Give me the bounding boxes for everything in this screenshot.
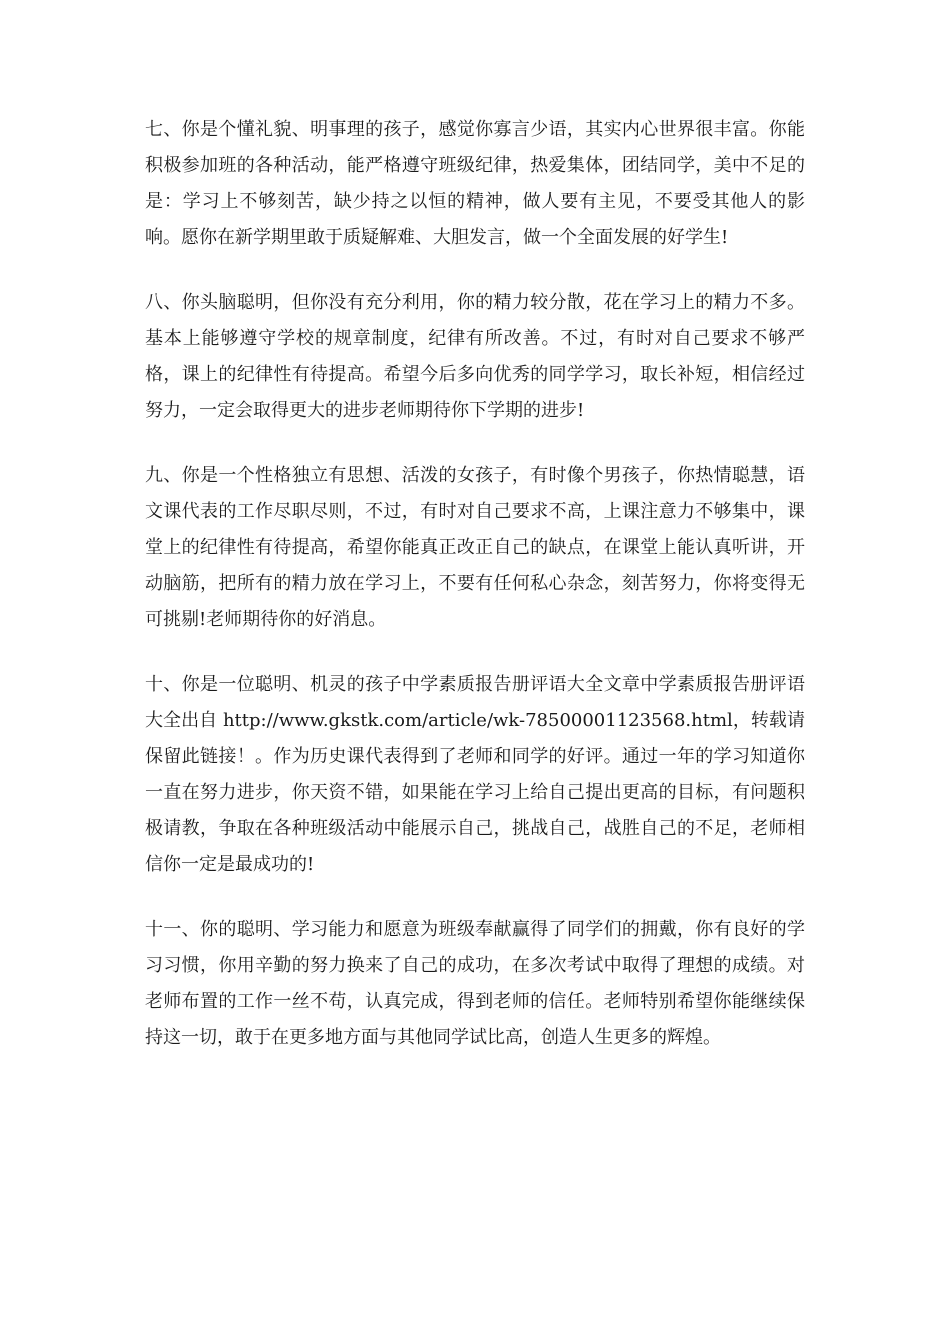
- paragraph-eight: 八、你头脑聪明，但你没有充分利用，你的精力较分散，花在学习上的精力不多。基本上能够遵守学校的规章制度，纪律有所改善。不过，有时对自己要求不够严格，课上的纪律性有待提高。希望今后多向优秀的同学学习，取长补短，相信经过努力，一定会取得更大的进步老师期待你下学期的进步!: [145, 292, 805, 421]
- paragraph-eleven: 十一、你的聪明、学习能力和愿意为班级奉献赢得了同学们的拥戴，你有良好的学习习惯，你用辛勤的努力换来了自己的成功，在多次考试中取得了理想的成绩。对老师布置的工作一丝不苟，认真完成，得到老师的信任。老师特别希望你能继续保持这一切，敢于在更多地方面与其他同学试比高，创造人生更多的辉煌。: [145, 919, 805, 1048]
- paragraph-seven: 七、你是个懂礼貌、明事理的孩子，感觉你寡言少语，其实内心世界很丰富。你能积极参加班的各种活动，能严格遵守班级纪律，热爱集体，团结同学，美中不足的是：学习上不够刻苦，缺少持之以恒的精神，做人要有主见，不要受其他人的影响。愿你在新学期里敢于质疑解难、大胆发言，做一个全面发展的好学生!: [145, 119, 805, 248]
- paragraph-ten: 十、你是一位聪明、机灵的孩子中学素质报告册评语大全文章中学素质报告册评语大全出自 http://www.gkstk.com/article/wk-78500001123568.html，转载请保留此链接！。作为历史课代表得到了老师和同学的好评。通过一年的学习知道你一直在努力进步，你天资不错，如果能在学习上给自己提出更高的目标，有问题积极请教，争取在各种班级活动中能展示自己，挑战自己，战胜自己的不足，老师相信你一定是最成功的!: [145, 674, 805, 875]
- paragraph-nine: 九、你是一个性格独立有思想、活泼的女孩子，有时像个男孩子，你热情聪慧，语文课代表的工作尽职尽则，不过，有时对自己要求不高，上课注意力不够集中，课堂上的纪律性有待提高，希望你能真正改正自己的缺点，在课堂上能认真听讲，开动脑筋，把所有的精力放在学习上，不要有任何私心杂念，刻苦努力，你将变得无可挑剔!老师期待你的好消息。: [145, 465, 805, 630]
- document-body: [145, 112, 805, 1056]
